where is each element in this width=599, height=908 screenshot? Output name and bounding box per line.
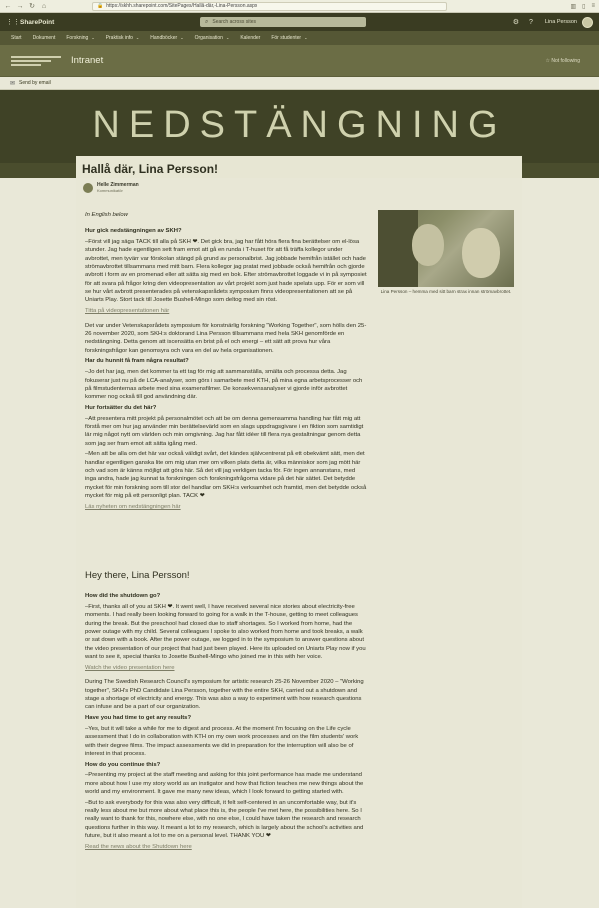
site-navigation — [0, 31, 599, 45]
swedish-section — [85, 211, 367, 518]
reload-icon[interactable]: ↻ — [29, 3, 35, 10]
search-icon: ⌕ — [205, 18, 209, 25]
command-bar — [0, 77, 599, 90]
suite-bar — [0, 13, 599, 31]
forward-icon[interactable]: → — [16, 2, 24, 10]
mail-icon: ✉ — [10, 80, 16, 87]
nav-item-for-studenter[interactable]: För studenter ⌄ — [271, 35, 308, 41]
nav-item-praktisk-info[interactable]: Praktisk info ⌄ — [105, 35, 140, 41]
url-text: https://skhh.sharepoint.com/SitePages/Hallå-där,-Lina-Persson.aspx — [106, 3, 258, 9]
follow-button[interactable]: ☆ Not following — [545, 57, 580, 64]
news-link-en[interactable]: Read the news about the Shutdown here — [85, 844, 192, 851]
nav-item-start[interactable]: Start — [11, 35, 22, 41]
home-icon[interactable]: ⌂ — [41, 2, 47, 10]
search-placeholder: Search across sites — [212, 19, 257, 25]
browser-toolbar — [0, 0, 599, 13]
sharepoint-brand[interactable]: SharePoint — [20, 18, 55, 26]
chevron-down-icon: ⌄ — [180, 35, 184, 40]
lock-icon: 🔒 — [97, 3, 104, 9]
answer-paragraph: –Men att be alla om det här var också väldigt svårt, det kändes självcentrerat på ett obekvämt sätt, men det handlar egentligen ganska lite om mig utan mer om vilken plats detta är, vilka människor som jag mött här och vad som är känns möjligt att göra här. Så det vill jag verkligen tacka för. För ingen annanstans, med inga andra, hade jag kunnat ta forskningen och forskningsfrågorna vidare på det här sättet. Det betydde mycket för min forskning som till stor del handlar om SKH:s verksamhet och framtid, men det betydde också mycket för mig på ett personligt plan. TACK ❤ — [85, 451, 367, 499]
school-logo[interactable] — [11, 54, 61, 68]
photo-caption: Lina Persson – hemma med sitt barn strax innan strömavbrottet. — [380, 289, 512, 294]
nav-item-forskning[interactable]: Forskning ⌄ — [66, 35, 95, 41]
sidebar-icon[interactable]: ▯ — [582, 3, 586, 10]
menu-icon[interactable]: ≡ — [591, 2, 595, 9]
address-bar[interactable] — [92, 2, 447, 11]
answer-paragraph: –Yes, but it will take a while for me to digest and process. At the moment I'm focusing on the Life cycle assessment that I do in collaboration with KTH on my own work processes and on the film students' work with their degree films. The impact assessments we did in preparation for the interruption will also be of interest in that process. — [85, 725, 359, 757]
chevron-down-icon: ⌄ — [135, 35, 140, 40]
body-paragraph: During The Swedish Research Council's symposium for artistic research 25-26 November 2020 – "Working together", SKH's PhD Candidate Lina Persson, together with the entire SKH, carried out a shutdown and stage a shortage of electricity and energy. This was also a way to experiment with how research questions can infuse and be a part of our organization. — [85, 679, 364, 711]
help-icon[interactable]: ? — [528, 18, 533, 26]
send-by-email-button[interactable]: Send by email — [19, 80, 51, 86]
english-section — [85, 572, 367, 858]
question-heading: How did the shutdown go? — [85, 593, 161, 600]
library-icon[interactable]: ▥ — [570, 3, 577, 10]
nav-item-organisation[interactable]: Organisation ⌄ — [194, 35, 230, 41]
nav-item-handbocker[interactable]: Handböcker ⌄ — [150, 35, 184, 41]
video-link-en[interactable]: Watch the video presentation here — [85, 665, 175, 672]
english-below-note: In English below — [85, 212, 128, 218]
author-name[interactable]: Helle Zimmerman — [97, 182, 139, 188]
article-photo — [378, 210, 514, 287]
answer-paragraph: –First, thanks all of you at SKH ❤. It went well, I have received several nice stories about electricity-free moments. I had really been looking forward to going for a walk in the T-house, getting to meet colleagues during the break. But the preschool had closed due to staff shortages. So I worked from home, had the power outage with my child. Several colleagues I spoke to also worked from home and took breaks, a walk or sat down with a book. After the power outage, we logged in to the symposium to answer questions about the video presentation of our project that had just been played. Here its uploaded on Uniarts Play now if you want to see it, special thanks to Josette Bushell-Mingo who joined me in this with her voice. — [85, 604, 366, 660]
article-card — [76, 156, 522, 908]
search-input[interactable] — [200, 17, 366, 27]
app-launcher-icon[interactable]: ⋮⋮ — [6, 19, 20, 26]
question-heading: Have you had time to get any results? — [85, 715, 192, 722]
body-paragraph: Det var under Vetenskapsrådets symposium för konstnärlig forskning "Working Together", som hölls den 25-26 november 2020, som SKH:s doktorand Lina Persson tillsammans med hela SKH genomförde en nedstängning. Detta genom att iscensätta en brist på el och energi – ett sätt att prova hur våra forskningsfrågor kan genomsyra och vara en del av hela organisationen. — [85, 322, 367, 354]
answer-paragraph: –Jo det har jag, men det kommer ta ett tag för mig att sammanställa, smälta och processa detta. Jag fokuserar just nu på de LCA-analyser, som görs i samarbete med KTH, på mina egna arbetsprocesser och på filmstudenternas arbete med sina examensfilmer. De konsekvensanalyser vi gjorde inför avbrottet kommer nog också till god användning där. — [85, 369, 363, 401]
nav-item-kalender[interactable]: Kalender — [240, 35, 261, 41]
article-title: Hallå där, Lina Persson! — [76, 156, 522, 178]
hero-title: NEDSTÄNGNING — [92, 103, 507, 146]
english-heading: Hey there, Lina Persson! — [85, 570, 190, 581]
author-byline — [83, 182, 139, 193]
back-icon[interactable]: ← — [4, 2, 12, 10]
user-avatar[interactable] — [582, 17, 593, 28]
user-name[interactable]: Lina Persson — [544, 19, 577, 25]
chevron-down-icon: ⌄ — [304, 35, 308, 40]
video-link-sv[interactable]: Titta på videopresentationen här — [85, 308, 170, 315]
answer-paragraph: –But to ask everybody for this was also very difficult, it felt self-centered in an uncomfortable way, but it's really less about me but more about what place this is, the people I've met here, the possibilities here. So I really want to thank for this, nowhere else, with no one else, I could have taken the research and research questions further in this way. It meant a lot to my research, which is largely about the school's activities and future, but it also meant a lot to me on a personal level. THANK YOU ❤ — [85, 799, 364, 840]
settings-gear-icon[interactable]: ⚙ — [512, 19, 519, 26]
author-role: Kommunikatör — [97, 188, 123, 193]
nav-item-dokument[interactable]: Dokument — [32, 35, 56, 41]
question-heading: Har du hunnit få fram några resultat? — [85, 358, 189, 365]
question-heading: How do you continue this? — [85, 761, 161, 768]
chevron-down-icon: ⌄ — [91, 35, 95, 40]
answer-paragraph: –Att presentera mitt projekt på personalmötet och att be om denna gemensamma handling har fått mig att förstå mer om hur jag använder min berättelsevärld som en slags uppdragsgivare i en fiktion som samtidigt lär mig något nytt om världen och min omgivning. Jag har fått idéer till flera nya gestaltningar genom detta som jag ser fram emot att sätta igång med. — [85, 415, 364, 447]
answer-paragraph: –Presenting my project at the staff meeting and asking for this joint performance has made me understand more about how I use my story world as an instigator and how that fiction teaches me new things about the world and my environment. It gave me many new ideas, which I look forward to getting started with. — [85, 772, 364, 796]
site-header — [0, 45, 599, 77]
site-title[interactable]: Intranet — [71, 55, 104, 66]
question-heading: Hur fortsätter du det här? — [85, 404, 157, 411]
answer-paragraph: –Först vill jag säga TACK till alla på SKH ❤. Det gick bra, jag har fått höra flera fina berättelser om el-lösa stunder. Jag hade egentligen sett fram emot att gå en runda i T-huset för att få träffa kollegor under avbrottet, men tyvärr var förskolan stängd på grund av personalbrist. Jag jobbade hemifrån istället och hade strömavbrottet tillsammans med mitt barn. Flera kollegor jag pratat med jobbade också hemifrån och gjorde avbrott i form av en promenad eller att sätta sig med en bok. Efter strömavbrottet loggade vi in på symposiet för att svara på frågor kring den videopresentation av vårt projekt som just hade spelats upp. För er som vill se hur vårt avbrott presenterades på vetenskapsrådets symposium finns videopresentationen att se på Uniarts Play. Stort tack till Josette Bushell-Mingo som deltog med sin röst. — [85, 239, 367, 304]
author-avatar[interactable] — [83, 183, 93, 193]
chevron-down-icon: ⌄ — [225, 35, 230, 40]
news-link-sv[interactable]: Läs nyheten om nedstängningen här — [85, 504, 181, 511]
question-heading: Hur gick nedstängningen av SKH? — [85, 228, 182, 235]
